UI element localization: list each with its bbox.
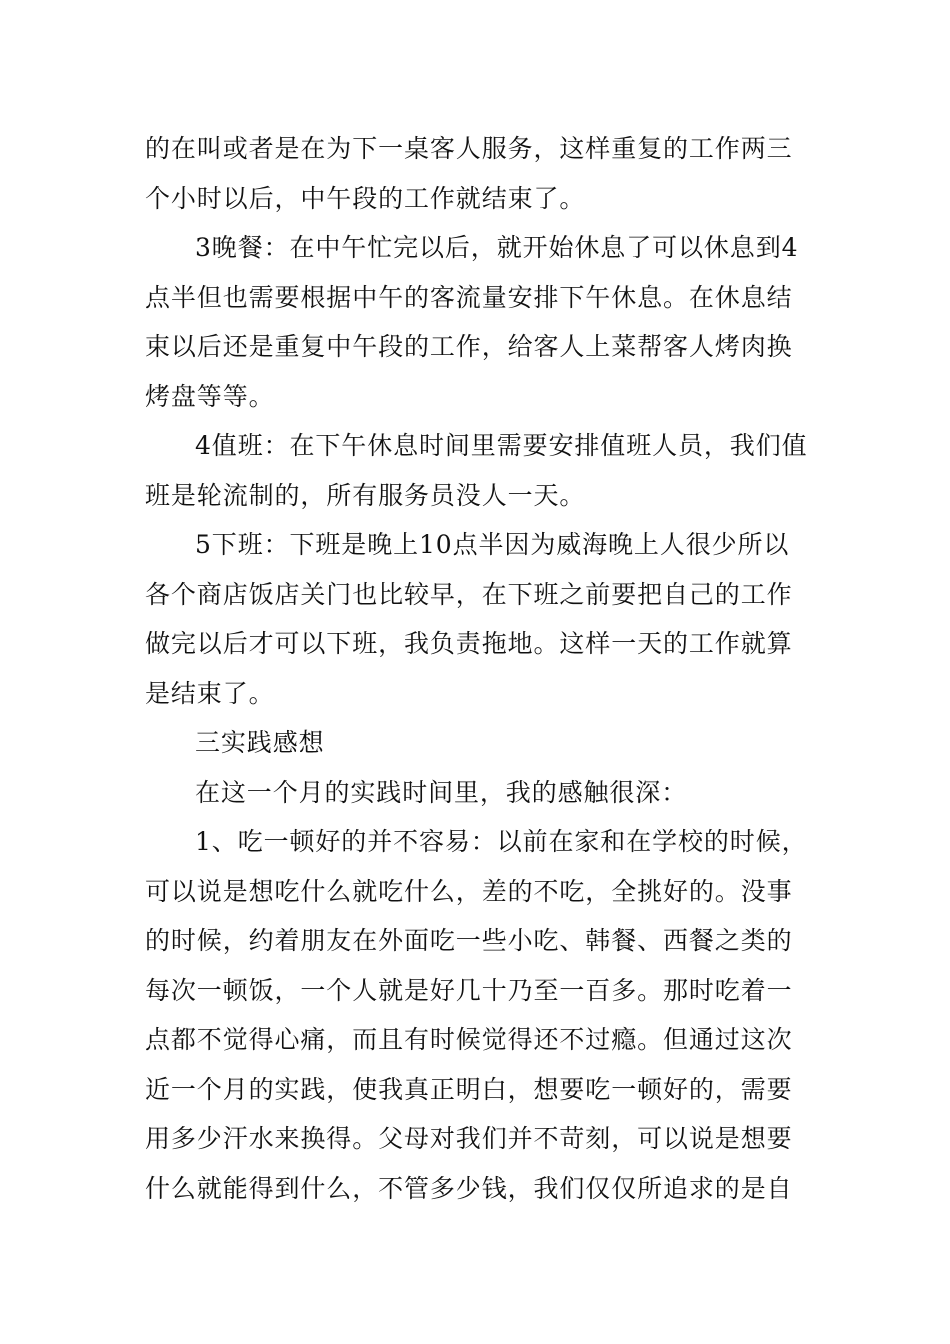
text-line: 3晚餐：在中午忙完以后，就开始休息了可以休息到4	[195, 233, 799, 262]
text-line: 做完以后才可以下班，我负责拖地。这样一天的工作就算	[145, 629, 793, 658]
text-line: 什么就能得到什么，不管多少钱，我们仅仅所追求的是自	[145, 1173, 793, 1203]
document-body	[145, 124, 809, 1213]
text-line: 烤盘等等。	[145, 381, 275, 411]
text-line: 的在叫或者是在为下一桌客人服务，这样重复的工作两三	[145, 134, 793, 163]
text-line: 1、吃一顿好的并不容易：以前在家和在学校的时候，	[195, 827, 808, 856]
text-line: 个小时以后，中午段的工作就结束了。	[145, 183, 586, 213]
text-line: 点都不觉得心痛，而且有时候觉得还不过瘾。但通过这次	[145, 1025, 793, 1054]
text-line: 5下班：下班是晚上10点半因为威海晚上人很少所以	[195, 530, 790, 559]
text-line: 近一个月的实践，使我真正明白，想要吃一顿好的，需要	[145, 1074, 793, 1104]
text-line: 4值班：在下午休息时间里需要安排值班人员，我们值	[195, 431, 808, 460]
text-line: 三实践感想	[195, 728, 325, 757]
text-line: 每次一顿饭，一个人就是好几十乃至一百多。那时吃着一	[145, 975, 793, 1005]
text-line: 可以说是想吃什么就吃什么，差的不吃，全挑好的。没事	[145, 876, 793, 906]
text-line: 的时候，约着朋友在外面吃一些小吃、韩餐、西餐之类的	[145, 926, 793, 955]
text-line: 是结束了。	[145, 678, 275, 708]
text-line: 各个商店饭店关门也比较早，在下班之前要把自己的工作	[145, 579, 793, 609]
text-line: 用多少汗水来换得。父母对我们并不苛刻，可以说是想要	[145, 1124, 793, 1153]
text-line: 在这一个月的实践时间里，我的感触很深：	[195, 777, 688, 807]
text-line: 束以后还是重复中午段的工作，给客人上菜帮客人烤肉换	[145, 332, 793, 361]
text-line: 班是轮流制的，所有服务员没人一天。	[145, 480, 586, 510]
text-line: 点半但也需要根据中午的客流量安排下午休息。在休息结	[145, 282, 793, 312]
